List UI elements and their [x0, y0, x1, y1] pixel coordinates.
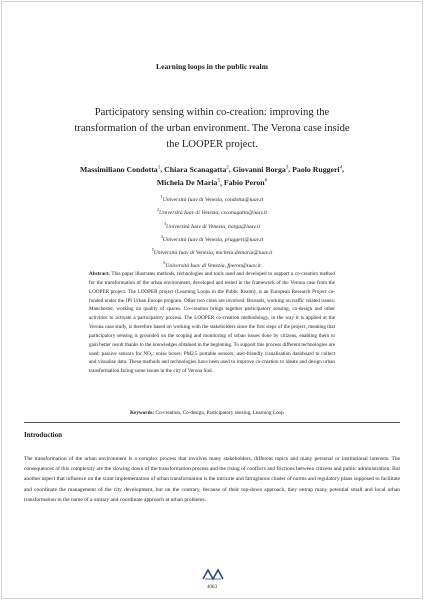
affiliation: $^3$Università Iuav di Venezia, borga@iuav.it: [163, 220, 260, 230]
author: Fabio Peron$^6$: [223, 178, 268, 188]
abstract-text: This paper illustrates methods, technologies and tools used and developed to support a co-creation method for the transformation of the urban environment, developed and tested in the framework of the Verona case from the LOOPER project. The LOOPER project (Learning Loops in the Public Realm), is an European Research Project co-funded under the JPI Urban Europe program. Other two cities are involved: Brussels, working on traffic related issues; Manchester, working on quality of spaces. Co-creation brings together participatory sensing, co-design and other activities to activate a participatory process. The LOOPER co-creation methodology, in the way it is applied at the Verona case study, is therefore based on working with the stakeholders since the first steps of the project, meaning that participatory sensing is grounded on the scoping and monitoring of urban issues done by citizens, enabling them to gain better result thanks to the knowledges obtained in the beginning. To support this process different technologies are used: passive sensors for NO₂; noise boxes; PM2.5 portable sensors; user-friendly visualisation dashboard to collect and visualise data. These methods and technologies have been used to improve co-creation to ideate and design urban transformation facing some issues in the city of Verona Sud.: [89, 271, 335, 375]
keywords: [130, 410, 342, 416]
section-divider: [24, 422, 400, 423]
author: Paolo Ruggeri$^4$: [292, 164, 343, 174]
page-number: 4083: [206, 584, 218, 590]
abstract-label: Abstract:: [89, 271, 110, 277]
paper-title: Participatory sensing within co-creation: improving the transformation of the urban environment. The Verona case inside the LOOPER project.: [74, 107, 350, 150]
publisher-logo-icon: [201, 567, 225, 581]
author: Chiara Scanagatta$^2$: [164, 164, 229, 174]
affiliation: $^2$Università Iuav di Venezia, cscanagatta@iuav.it: [157, 207, 267, 217]
affiliation: $^6$Università Iuav di Venezia, fperon@iuav.it: [163, 260, 261, 270]
running-head: Learning loops in the public realm: [156, 62, 268, 71]
section-heading: Introduction: [24, 431, 62, 439]
section-body: The transformation of the urban environment is a complex process that involves many stakeholders, different topics and many personal or institutional interests. The consequences of this complexity are the slowing down of the transformation process and the rising of conflicts and frictions between citizens and public administration. But another aspect that influence on the scant implementation of urban transformation is the intricate and farraginous cluster of norms and regulatory plans supposed to facilitate and coordinate the management of the city development, but on the contrary, because of their top-down approach, they entrap many potential small and local urban transformation in the name of a unitary and coordinate approach at urban problems.: [24, 456, 400, 503]
abstract: [89, 270, 335, 376]
affiliation: $^5$Università Iuav di Venezia, michela.demaria@iuav.it: [151, 247, 273, 256]
affiliation-list: [82, 192, 342, 272]
keywords-label: Keywords:: [130, 410, 155, 416]
affiliation: $^1$Università Iuav di Venezia, condotta@iuav.it: [160, 194, 264, 203]
keywords-text: Co-creation, Co-design, Participatory sensing, Learning Loop: [155, 410, 284, 416]
author: Michela De Maria$^5$: [156, 178, 220, 188]
author: Giovanni Borga$^3$: [232, 164, 289, 174]
affiliation: $^4$Università Iuav di Venezia, pruggeri@iuav.it: [160, 233, 264, 243]
author-list: Massimiliano Condotta$^1$, Chiara Scanagatta$^2$, Giovanni Borga$^3$, Paolo Ruggeri$^4$, Michela De Maria$^5$, Fabio Peron$^6$: [79, 164, 345, 188]
paper-page: [1, 1, 423, 599]
author: Massimiliano Condotta$^1$: [79, 164, 161, 174]
